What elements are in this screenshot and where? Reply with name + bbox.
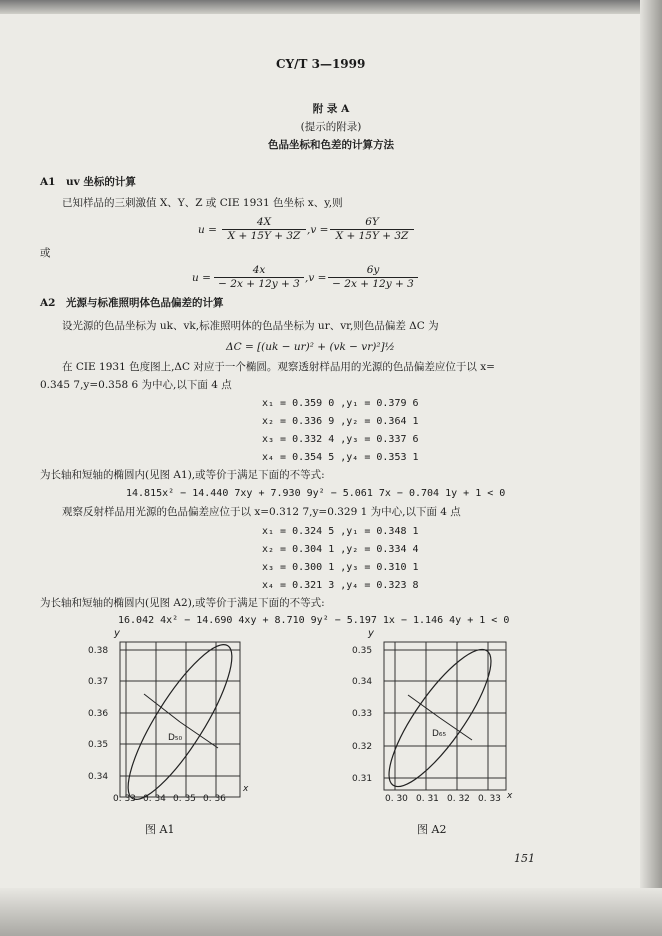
figure-a2-ytick-3: 0.33	[352, 709, 373, 719]
figure-a2	[350, 628, 520, 806]
eq2-fraction-u	[214, 264, 304, 291]
point-a2-3: x₃ = 0.300 1 ,y₃ = 0.310 1	[262, 562, 419, 573]
figure-a1	[80, 628, 250, 806]
figure-a1-minor-axis	[144, 694, 180, 722]
standard-code: CY/T 3—1999	[276, 57, 366, 71]
figure-a1-frame	[120, 642, 240, 797]
figure-a1-ytick-2: 0.37	[88, 677, 109, 687]
point-a1-1: x₁ = 0.359 0 ,y₁ = 0.379 6	[262, 398, 419, 409]
eq1-fraction-u	[222, 216, 306, 243]
scan-shadow-top	[0, 0, 662, 14]
appendix-subtitle: (提示的附录)	[300, 121, 362, 133]
figure-a1-ytick-5: 0.34	[88, 772, 109, 782]
eq1-lhs: u =	[198, 224, 217, 236]
section-a2-p2-line1: 在 CIE 1931 色度图上,ΔC 对应于一个椭圆。观察透射样品用的光源的色品偏差应位于以 x=	[62, 361, 495, 373]
point-a2-4: x₄ = 0.321 3 ,y₄ = 0.323 8	[262, 580, 419, 591]
delta-c-equation: ΔC = [(uk − ur)² + (vk − vr)²]½	[226, 341, 395, 353]
section-a1-title: uv 坐标的计算	[66, 176, 136, 188]
section-a2-p4: 观察反射样品用光源的色品偏差应位于以 x=0.312 7,y=0.329 1 为中心,以下面 4 点	[62, 506, 461, 518]
eq2-lhs: u =	[192, 272, 211, 284]
figure-a2-xtick-3: 0. 32	[447, 794, 470, 804]
figure-a1-xtick-3: 0. 35	[173, 794, 196, 804]
figure-a2-ytick-4: 0.32	[352, 742, 373, 752]
figure-a1-xtick-1: 0. 33	[113, 794, 136, 804]
figure-a2-y-axis-label: y	[368, 628, 374, 639]
section-a2-p5: 为长轴和短轴的椭圆内(见图 A2),或等价于满足下面的不等式:	[40, 597, 325, 609]
scan-shadow-right	[640, 0, 662, 936]
figure-a1-ytick-1: 0.38	[88, 646, 109, 656]
figure-a1-grid	[120, 642, 240, 797]
eq2-fraction-v	[328, 264, 418, 291]
point-a1-3: x₃ = 0.332 4 ,y₃ = 0.337 6	[262, 434, 419, 445]
figure-a2-xtick-1: 0. 30	[385, 794, 408, 804]
figure-a2-grid	[384, 642, 506, 790]
figure-a1-ellipse-label: D₅₀	[168, 733, 183, 743]
eq2-numerator-u: 4x	[214, 264, 304, 278]
figure-a2-ellipse-label: D₆₅	[432, 729, 447, 739]
appendix-heading: 色品坐标和色差的计算方法	[268, 139, 394, 151]
figure-a2-ytick-5: 0.31	[352, 774, 373, 784]
or-text: 或	[40, 247, 51, 259]
eq1-numerator-v: 6Y	[330, 216, 414, 230]
figure-a1-y-axis-label: y	[114, 628, 120, 639]
point-a2-2: x₂ = 0.304 1 ,y₂ = 0.334 4	[262, 544, 419, 555]
section-a2-p2-line2: 0.345 7,y=0.358 6 为中心,以下面 4 点	[40, 379, 232, 391]
figure-a1-ytick-3: 0.36	[88, 709, 109, 719]
eq2-numerator-v: 6y	[328, 264, 418, 278]
figure-a1-xtick-2: 0. 34	[143, 794, 166, 804]
eq1-separator: ,v =	[307, 224, 329, 236]
eq1-numerator-u: 4X	[222, 216, 306, 230]
figure-a2-xtick-2: 0. 31	[416, 794, 439, 804]
figure-a1-x-axis-label: x	[243, 784, 249, 794]
section-a2-p1: 设光源的色品坐标为 uk、vk,标准照明体的色品坐标为 ur、vr,则色品偏差 ΔC 为	[62, 320, 439, 332]
figure-a2-caption: 图 A2	[417, 823, 447, 836]
section-a1-intro: 已知样品的三刺激值 X、Y、Z 或 CIE 1931 色坐标 x、y,则	[62, 197, 343, 209]
figure-a1-xtick-4: 0. 36	[203, 794, 226, 804]
figure-a2-xtick-4: 0. 33	[478, 794, 501, 804]
eq1-denominator-v: X + 15Y + 3Z	[335, 230, 409, 242]
figure-a2-x-axis-label: x	[507, 791, 513, 801]
page-number: 151	[514, 852, 535, 865]
figure-a2-ytick-1: 0.35	[352, 646, 373, 656]
eq1-fraction-v	[330, 216, 414, 243]
appendix-title: 附 录 A	[312, 103, 350, 115]
inequality-2: 16.042 4x² − 14.690 4xy + 8.710 9y² − 5.197 1x − 1.146 4y + 1 < 0	[118, 615, 510, 626]
eq2-denominator-v: − 2x + 12y + 3	[332, 278, 414, 290]
section-a2-number: A2	[40, 297, 56, 309]
eq2-denominator-u: − 2x + 12y + 3	[218, 278, 300, 290]
eq1-denominator-u: X + 15Y + 3Z	[227, 230, 301, 242]
section-a1-number: A1	[40, 176, 56, 188]
section-a2-p3: 为长轴和短轴的椭圆内(见图 A1),或等价于满足下面的不等式:	[40, 469, 325, 481]
inequality-1: 14.815x² − 14.440 7xy + 7.930 9y² − 5.061 7x − 0.704 1y + 1 < 0	[126, 488, 506, 499]
figure-a2-ytick-2: 0.34	[352, 677, 373, 687]
point-a1-4: x₄ = 0.354 5 ,y₄ = 0.353 1	[262, 452, 419, 463]
figure-a1-caption: 图 A1	[145, 823, 175, 836]
point-a2-1: x₁ = 0.324 5 ,y₁ = 0.348 1	[262, 526, 419, 537]
scan-shadow-bottom	[0, 888, 662, 936]
figure-a1-ytick-4: 0.35	[88, 740, 109, 750]
section-a2-title: 光源与标准照明体色品偏差的计算	[66, 297, 224, 309]
figure-a1-ellipse	[112, 633, 248, 806]
point-a1-2: x₂ = 0.336 9 ,y₂ = 0.364 1	[262, 416, 419, 427]
eq2-separator: ,v =	[305, 272, 327, 284]
